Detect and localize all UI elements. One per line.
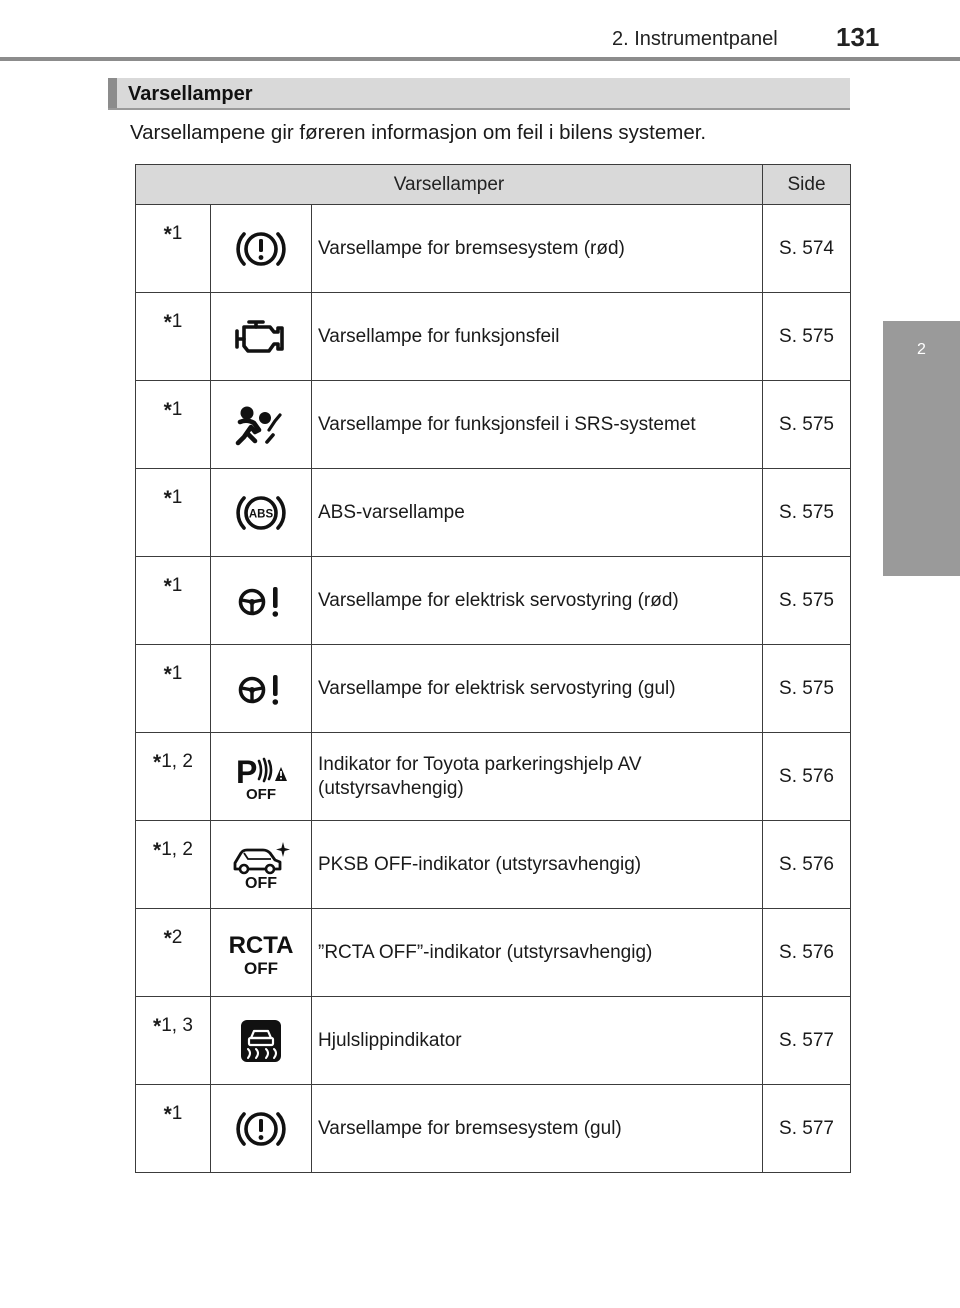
asterisk-mark: * [163, 575, 172, 598]
table-row [136, 293, 851, 381]
brake-warning-icon [235, 238, 287, 259]
footnote-ref: 1, 3 [161, 1015, 193, 1036]
side-tab-label: Instrumentpanel [8, 480, 27, 602]
svg-text:P: P [236, 753, 258, 790]
svg-text:OFF: OFF [245, 874, 277, 890]
column-header-page: Side [763, 165, 851, 205]
footnote-ref: 1 [171, 575, 183, 596]
asterisk-mark: * [163, 487, 172, 510]
asterisk-mark: * [163, 927, 172, 950]
side-tab-number: 2 [917, 341, 926, 358]
chapter-side-tab[interactable] [883, 321, 960, 576]
footnote-ref: 1 [171, 223, 183, 244]
footnote-mark [136, 645, 211, 733]
footnote-ref: 1 [171, 487, 183, 508]
section-heading-bar [108, 78, 850, 110]
asterisk-mark: * [163, 223, 172, 246]
lamp-icon-cell [211, 293, 312, 381]
footnote-ref: 1 [171, 399, 183, 420]
footnote-mark [136, 909, 211, 997]
pksb-off-icon [230, 854, 292, 890]
lamp-description: Varsellampe for bremsesystem (rød) [312, 205, 763, 293]
parking-assist-off-icon [233, 753, 289, 801]
table-row [136, 733, 851, 821]
srs-airbag-icon [233, 414, 289, 435]
table-row [136, 997, 851, 1085]
abs-icon [235, 502, 287, 523]
table-row [136, 381, 851, 469]
page-reference[interactable]: S. 576 [763, 821, 851, 909]
engine-malfunction-icon [233, 326, 289, 347]
lamp-icon-cell [211, 733, 312, 821]
lamp-description: Varsellampe for elektrisk servostyring (rød) [312, 557, 763, 645]
table-header-row [136, 165, 851, 205]
table-row [136, 469, 851, 557]
lamp-description: PKSB OFF-indikator (utstyrsavhengig) [312, 821, 763, 909]
page-reference[interactable]: S. 575 [763, 469, 851, 557]
asterisk-mark: * [153, 839, 162, 862]
footnote-mark [136, 821, 211, 909]
svg-text:OFF: OFF [246, 785, 276, 801]
brake-warning-icon [235, 1118, 287, 1139]
asterisk-mark: * [153, 1015, 162, 1038]
svg-text:ABS: ABS [248, 508, 274, 520]
page-reference[interactable]: S. 575 [763, 557, 851, 645]
table-row [136, 557, 851, 645]
page-reference[interactable]: S. 575 [763, 645, 851, 733]
footnote-mark [136, 997, 211, 1085]
asterisk-mark: * [163, 1103, 172, 1126]
lamp-icon-cell [211, 205, 312, 293]
lamp-icon-cell [211, 469, 312, 557]
footnote-ref: 1 [171, 663, 183, 684]
warning-lamps-table [135, 164, 851, 1173]
lamp-description: Varsellampe for funksjonsfeil i SRS-systemet [312, 381, 763, 469]
table-row [136, 821, 851, 909]
table-row [136, 909, 851, 997]
svg-text:RCTA: RCTA [228, 931, 294, 959]
power-steering-icon [236, 678, 286, 699]
power-steering-icon [236, 590, 286, 611]
lamp-description: Hjulslippindikator [312, 997, 763, 1085]
lamp-icon-cell [211, 645, 312, 733]
footnote-ref: 2 [171, 927, 183, 948]
lamp-description: Varsellampe for funksjonsfeil [312, 293, 763, 381]
lamp-icon-cell [211, 557, 312, 645]
lamp-description: Varsellampe for elektrisk servostyring (gul) [312, 645, 763, 733]
table-row [136, 1085, 851, 1173]
footnote-mark [136, 733, 211, 821]
intro-paragraph: Varsellampene gir føreren informasjon om feil i bilens systemer. [130, 121, 707, 144]
lamp-description: ”RCTA OFF”-indikator (utstyrsavhengig) [312, 909, 763, 997]
footnote-ref: 1 [171, 311, 183, 332]
page-reference[interactable]: S. 575 [763, 293, 851, 381]
footnote-mark [136, 1085, 211, 1173]
footnote-mark [136, 205, 211, 293]
column-header-lamps: Varsellamper [136, 165, 763, 205]
footnote-mark [136, 293, 211, 381]
lamp-description: ABS-varsellampe [312, 469, 763, 557]
page-reference[interactable]: S. 574 [763, 205, 851, 293]
page-reference[interactable]: S. 576 [763, 733, 851, 821]
lamp-description: Varsellampe for bremsesystem (gul) [312, 1085, 763, 1173]
footnote-mark [136, 557, 211, 645]
table-row [136, 645, 851, 733]
footnote-mark [136, 469, 211, 557]
asterisk-mark: * [153, 751, 162, 774]
page-number: 131 [836, 22, 880, 52]
footnote-ref: 1 [171, 1103, 183, 1124]
lamp-icon-cell [211, 909, 312, 997]
footnote-mark [136, 381, 211, 469]
lamp-icon-cell [211, 821, 312, 909]
lamp-description: Indikator for Toyota parkeringshjelp AV (utstyrsavhengig) [312, 733, 763, 821]
svg-text:OFF: OFF [244, 958, 278, 977]
asterisk-mark: * [163, 311, 172, 334]
footnote-ref: 1, 2 [161, 751, 193, 772]
asterisk-mark: * [163, 663, 172, 686]
page-reference[interactable]: S. 575 [763, 381, 851, 469]
page-reference[interactable]: S. 576 [763, 909, 851, 997]
page-reference[interactable]: S. 577 [763, 1085, 851, 1173]
rcta-off-icon [224, 931, 298, 977]
chapter-title: 2. Instrumentpanel [612, 28, 778, 50]
header-rule [0, 57, 960, 61]
slip-indicator-icon [239, 1030, 283, 1051]
lamp-icon-cell [211, 1085, 312, 1173]
section-title: Varsellamper [128, 83, 253, 105]
lamp-icon-cell [211, 381, 312, 469]
footnote-ref: 1, 2 [161, 839, 193, 860]
lamp-icon-cell [211, 997, 312, 1085]
asterisk-mark: * [163, 399, 172, 422]
table-row [136, 205, 851, 293]
page-reference[interactable]: S. 577 [763, 997, 851, 1085]
